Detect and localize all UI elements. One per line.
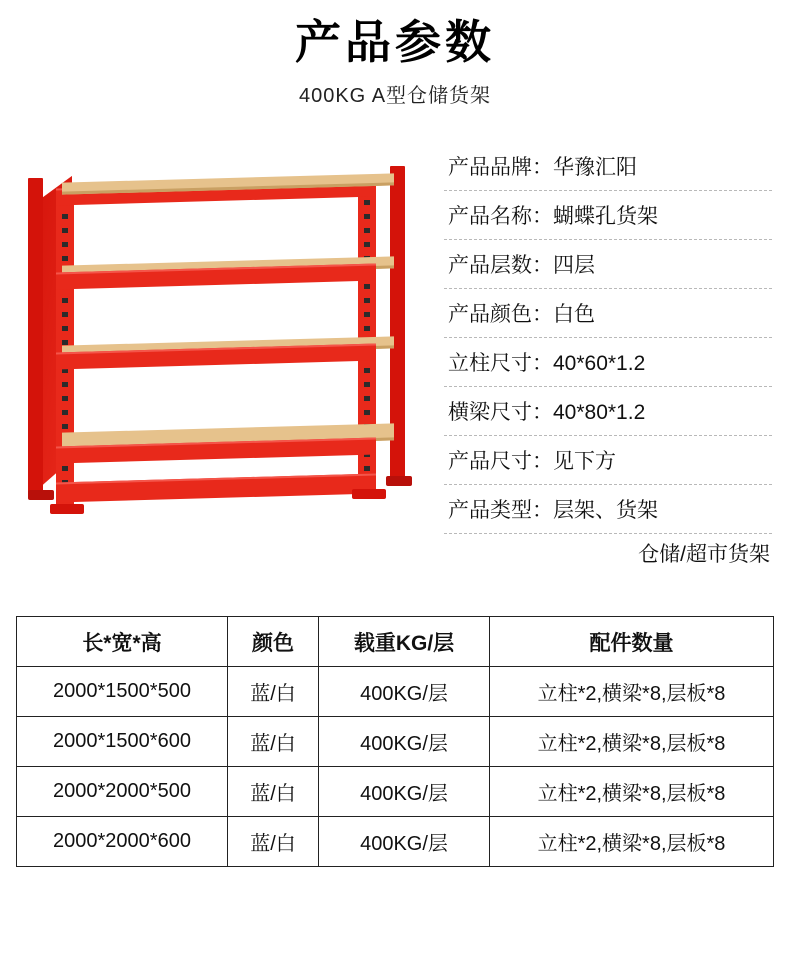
spec-row-type-continued	[444, 534, 772, 577]
table-cell-color: 蓝/白	[228, 817, 319, 867]
main-content	[0, 108, 790, 577]
table-cell-color: 蓝/白	[228, 717, 319, 767]
table-cell-load: 400KG/层	[319, 717, 490, 767]
shelf-foot-right	[352, 489, 386, 499]
spec-label-layers: 产品层数：	[448, 253, 553, 277]
spec-label-type: 产品类型：	[448, 498, 553, 522]
spec-value-dimensions: 见下方	[553, 449, 616, 473]
product-image	[18, 130, 438, 530]
spec-row-post-size	[444, 338, 772, 387]
table-header-parts: 配件数量	[490, 617, 774, 667]
spec-label-dimensions: 产品尺寸：	[448, 449, 553, 473]
spec-row-color	[444, 289, 772, 338]
table-row	[17, 817, 774, 867]
spec-label-post-size: 立柱尺寸：	[448, 351, 553, 375]
shelf-post-rear-left	[28, 178, 43, 496]
table-cell-parts: 立柱*2,横梁*8,层板*8	[490, 767, 774, 817]
shelf-foot-left	[50, 504, 84, 514]
table-header-load: 载重KG/层	[319, 617, 490, 667]
table-cell-color: 蓝/白	[228, 667, 319, 717]
spec-value-layers: 四层	[553, 253, 595, 277]
table-row	[17, 767, 774, 817]
spec-row-dimensions	[444, 436, 772, 485]
table-cell-size: 2000*2000*600	[17, 817, 228, 867]
table-cell-size: 2000*1500*500	[17, 667, 228, 717]
table-cell-load: 400KG/层	[319, 817, 490, 867]
page-subtitle: 400KG A型仓储货架	[298, 84, 492, 107]
shelf-foot-rear-right	[386, 476, 412, 486]
spec-row-layers	[444, 240, 772, 289]
spec-value-color: 白色	[553, 302, 595, 326]
shelf-illustration	[28, 148, 428, 523]
table-cell-size: 2000*2000*500	[17, 767, 228, 817]
table-row	[17, 667, 774, 717]
table-cell-load: 400KG/层	[319, 667, 490, 717]
table-cell-parts: 立柱*2,横梁*8,层板*8	[490, 667, 774, 717]
table-cell-parts: 立柱*2,横梁*8,层板*8	[490, 717, 774, 767]
spec-table-wrap	[16, 616, 774, 867]
table-cell-color: 蓝/白	[228, 767, 319, 817]
table-header-color: 颜色	[228, 617, 319, 667]
spec-list	[444, 130, 772, 577]
table-cell-size: 2000*1500*600	[17, 717, 228, 767]
spec-row-name	[444, 191, 772, 240]
spec-value-post-size: 40*60*1.2	[553, 351, 646, 375]
shelf-beam-bottom	[56, 473, 376, 502]
table-header-row	[17, 617, 774, 667]
table-cell-parts: 立柱*2,横梁*8,层板*8	[490, 817, 774, 867]
spec-value-beam-size: 40*80*1.2	[553, 400, 646, 424]
page-header	[0, 0, 790, 108]
spec-label-beam-size: 横梁尺寸：	[448, 400, 553, 424]
table-row	[17, 717, 774, 767]
spec-row-beam-size	[444, 387, 772, 436]
spec-value-name: 蝴蝶孔货架	[553, 204, 658, 228]
table-cell-load: 400KG/层	[319, 767, 490, 817]
page-title: 产品参数	[295, 16, 495, 68]
spec-value-type-continued: 仓储/超市货架	[638, 542, 770, 566]
spec-label-color: 产品颜色：	[448, 302, 553, 326]
table-header-size: 长*宽*高	[17, 617, 228, 667]
spec-label-name: 产品名称：	[448, 204, 553, 228]
spec-value-type: 层架、货架	[553, 498, 658, 522]
spec-label-brand: 产品品牌：	[448, 155, 553, 179]
spec-value-brand: 华豫汇阳	[553, 155, 637, 179]
spec-table	[16, 616, 774, 867]
shelf-foot-rear-left	[28, 490, 54, 500]
spec-row-type	[444, 485, 772, 534]
spec-row-brand	[444, 142, 772, 191]
